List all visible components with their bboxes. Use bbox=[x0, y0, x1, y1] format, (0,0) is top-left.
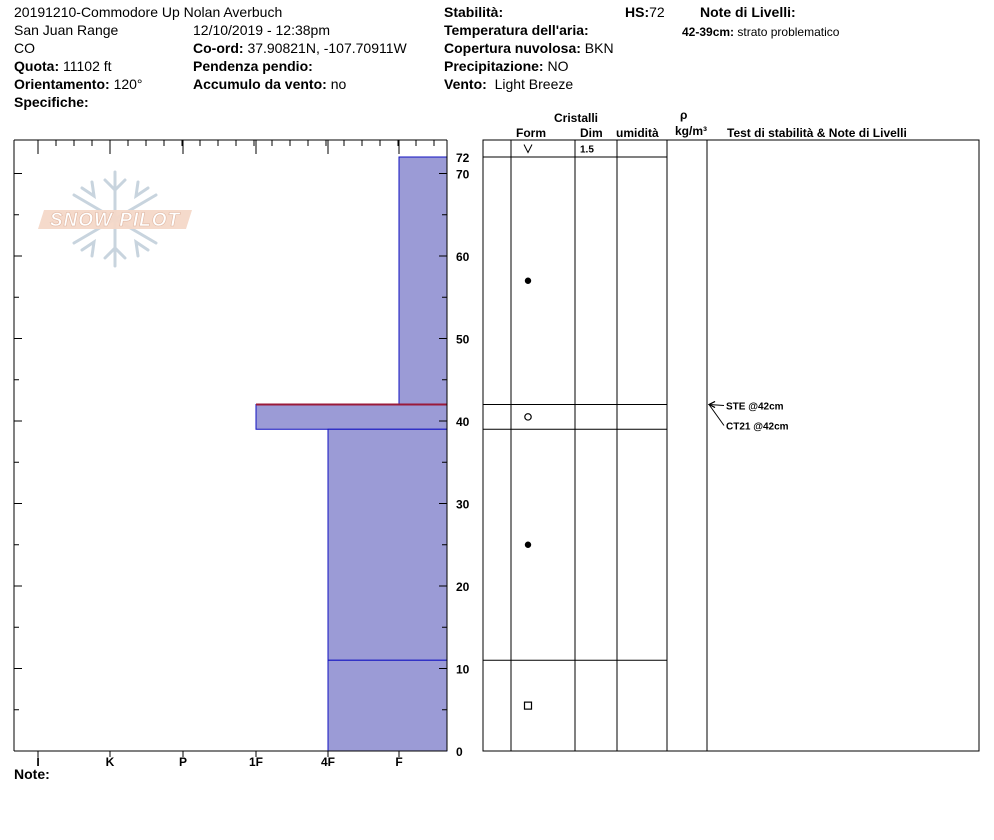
copertura-label: Copertura nuvolosa: bbox=[444, 40, 581, 56]
hardness-label-K: K bbox=[105, 755, 115, 769]
rho-header: ρ bbox=[680, 108, 688, 122]
hs-label: HS: bbox=[625, 4, 650, 20]
quota-value: 11102 ft bbox=[63, 58, 112, 74]
temperatura-label: Temperatura dell'aria: bbox=[444, 22, 589, 38]
height-label-40: 40 bbox=[456, 415, 470, 429]
copertura-value: BKN bbox=[584, 40, 614, 56]
snow-layer-1 bbox=[399, 157, 447, 405]
hs-top-label: 72 bbox=[456, 151, 470, 165]
coord-label: Co-ord: bbox=[193, 40, 244, 56]
height-label-50: 50 bbox=[456, 332, 470, 347]
orientation-value: 120° bbox=[113, 76, 143, 92]
note-label: Note: bbox=[14, 766, 50, 782]
surface-hoar-icon bbox=[524, 145, 532, 153]
quota-label: Quota: bbox=[14, 58, 60, 74]
orientation-label: Orientamento: bbox=[14, 76, 110, 92]
hs-value: 72 bbox=[649, 4, 665, 20]
cristalli-header: Cristalli bbox=[554, 111, 599, 125]
accumulo-value: no bbox=[330, 76, 347, 92]
precip-value: NO bbox=[547, 58, 569, 74]
vento-value: Light Breeze bbox=[494, 76, 574, 92]
note-livelli-label: Note di Livelli: bbox=[700, 4, 796, 20]
height-label-30: 30 bbox=[456, 497, 470, 512]
snow-layer-4 bbox=[328, 660, 447, 751]
coord-value: 37.90821N, -107.70911W bbox=[247, 40, 407, 56]
form-header: Form bbox=[516, 126, 546, 140]
rounded-grains-icon bbox=[525, 414, 531, 420]
datetime: 12/10/2019 - 12:38pm bbox=[193, 22, 330, 38]
hardness-label-P: P bbox=[178, 755, 188, 769]
vento-label: Vento: bbox=[444, 76, 487, 92]
precip-label: Precipitazione: bbox=[444, 58, 544, 74]
precipitation-particles-icon bbox=[525, 278, 531, 284]
crystal-table-frame bbox=[483, 140, 979, 751]
surface-dim-value: 1.5 bbox=[580, 144, 594, 156]
accumulo-label: Accumulo da vento: bbox=[193, 76, 327, 92]
hardness-label-1F: 1F bbox=[248, 755, 264, 769]
height-label-10: 10 bbox=[456, 662, 470, 677]
tests-header: Test di stabilità & Note di Livelli bbox=[727, 126, 907, 140]
height-label-0: 0 bbox=[456, 745, 463, 759]
hardness-label-F: F bbox=[395, 755, 403, 769]
dim-header: Dim bbox=[580, 126, 603, 140]
hardness-label-I: I bbox=[36, 755, 40, 769]
note-livelli-text: strato problematico bbox=[737, 25, 840, 39]
stabilita-label: Stabilità: bbox=[444, 4, 504, 20]
height-label-70: 70 bbox=[456, 167, 470, 182]
pendenza-label: Pendenza pendio: bbox=[193, 58, 313, 74]
stability-test-label: STE @42cm bbox=[726, 401, 784, 413]
logo-text: SNOW PILOT bbox=[49, 210, 181, 231]
note-livelli-range: 42-39cm: bbox=[682, 25, 735, 39]
snowpilot-logo bbox=[38, 172, 192, 266]
stability-test-label: CT21 @42cm bbox=[726, 421, 789, 433]
density-unit-header: kg/m³ bbox=[675, 124, 708, 138]
state-name: CO bbox=[14, 40, 35, 56]
specifiche-label: Specifiche: bbox=[14, 94, 89, 110]
umidita-header: umidità bbox=[616, 126, 659, 140]
snow-layer-2 bbox=[256, 405, 447, 430]
hardness-label-4F: 4F bbox=[320, 755, 336, 769]
faceted-crystals-icon bbox=[525, 702, 532, 709]
height-label-60: 60 bbox=[456, 250, 470, 264]
range-name: San Juan Range bbox=[14, 22, 119, 38]
snow-layer-3 bbox=[328, 429, 447, 660]
test-leader-line bbox=[709, 405, 724, 426]
profile-title: 20191210-Commodore Up Nolan Averbuch bbox=[14, 4, 283, 20]
height-label-20: 20 bbox=[456, 580, 470, 594]
precipitation-particles-icon bbox=[525, 542, 531, 548]
